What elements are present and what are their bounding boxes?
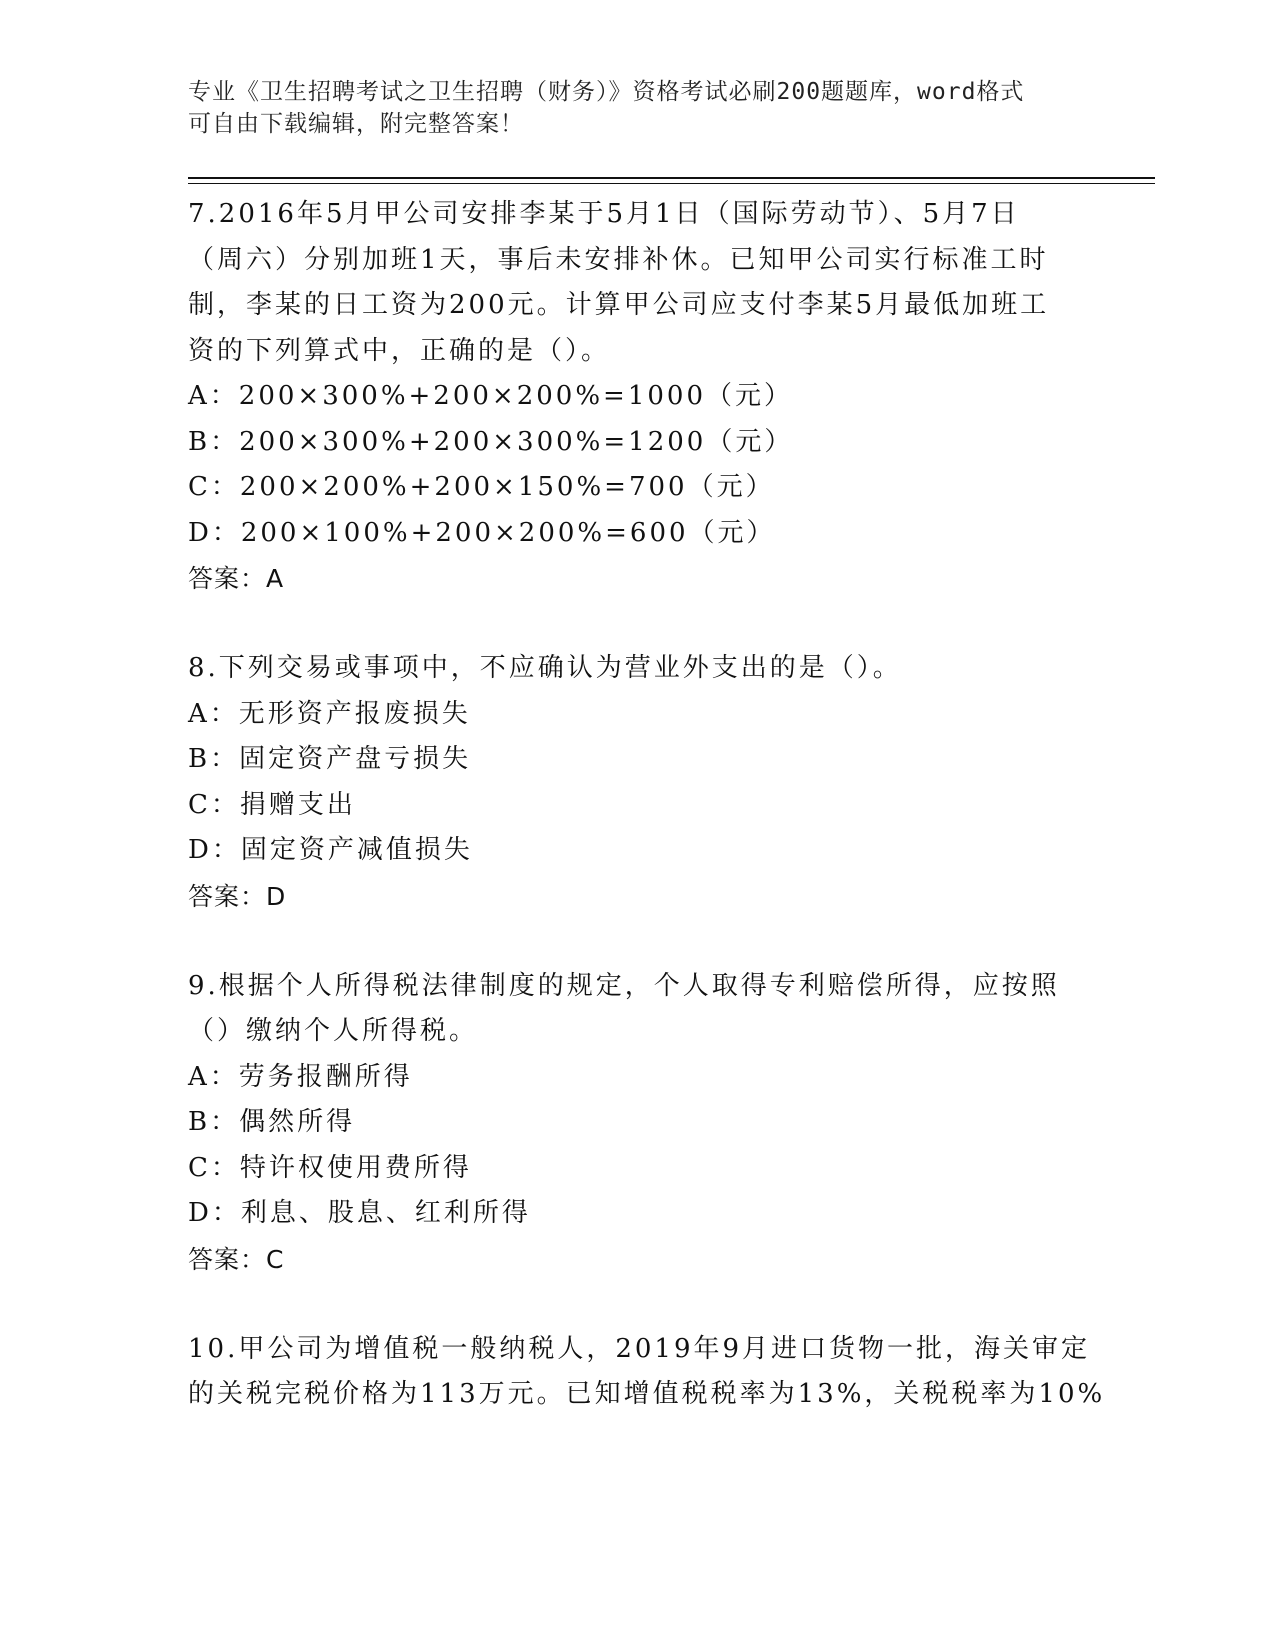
header-rule-thick — [188, 177, 1155, 179]
option-b: B：固定资产盘亏损失 — [188, 744, 472, 774]
question-text-line: （）缴纳个人所得税。 — [188, 1016, 479, 1046]
option-a: A：200×300%+200×200%=1000（元） — [188, 381, 793, 411]
header-line-2: 可自由下载编辑，附完整答案！ — [188, 111, 524, 137]
question-10 — [188, 1327, 1106, 1418]
question-text-line: 资的下列算式中，正确的是（）。 — [188, 335, 611, 366]
option-c: C：200×200%+200×150%=700（元） — [188, 472, 775, 502]
option-c: C：特许权使用费所得 — [188, 1152, 472, 1183]
question-text-line: 制，李某的日工资为200元。计算甲公司应支付李某5月最低加班工 — [188, 290, 1050, 320]
option-d: D：固定资产减值损失 — [188, 835, 473, 865]
question-text-line: 9.根据个人所得税法律制度的规定，个人取得专利赔偿所得，应按照 — [188, 970, 1060, 1001]
question-8 — [188, 646, 1088, 920]
option-a: A：劳务报酬所得 — [188, 1061, 413, 1092]
question-text-line: 7.2016年5月甲公司安排李某于5月1日（国际劳动节）、5月7日 — [188, 199, 1020, 229]
option-d: D：200×100%+200×200%=600（元） — [188, 517, 776, 548]
option-c: C：捐赠支出 — [188, 789, 356, 820]
answer-label: 答案：C — [188, 1244, 285, 1274]
answer-label: 答案：A — [188, 564, 285, 593]
question-list — [188, 192, 1106, 1462]
option-b: B：偶然所得 — [188, 1107, 356, 1137]
question-9 — [188, 964, 1088, 1283]
option-d: D：利息、股息、红利所得 — [188, 1198, 531, 1228]
answer-label: 答案：D — [188, 881, 287, 911]
header-line-1: 专业《卫生招聘考试之卫生招聘（财务）》资格考试必刷200题题库，word格式 — [188, 79, 1025, 105]
document-header — [188, 76, 1088, 140]
question-7 — [188, 192, 1088, 602]
option-a: A：无形资产报废损失 — [188, 698, 471, 729]
option-b: B：200×300%+200×300%=1200（元） — [188, 426, 794, 457]
question-text-line: （周六）分别加班1天，事后未安排补休。已知甲公司实行标准工时 — [188, 244, 1049, 275]
header-rule-thin — [188, 183, 1155, 184]
question-text-line: 10.甲公司为增值税一般纳税人，2019年9月进口货物一批，海关审定 — [188, 1333, 1091, 1364]
question-text-line: 的关税完税价格为113万元。已知增值税税率为13%，关税税率为10% — [188, 1379, 1106, 1409]
question-text-line: 8.下列交易或事项中，不应确认为营业外支出的是（）。 — [188, 653, 902, 683]
